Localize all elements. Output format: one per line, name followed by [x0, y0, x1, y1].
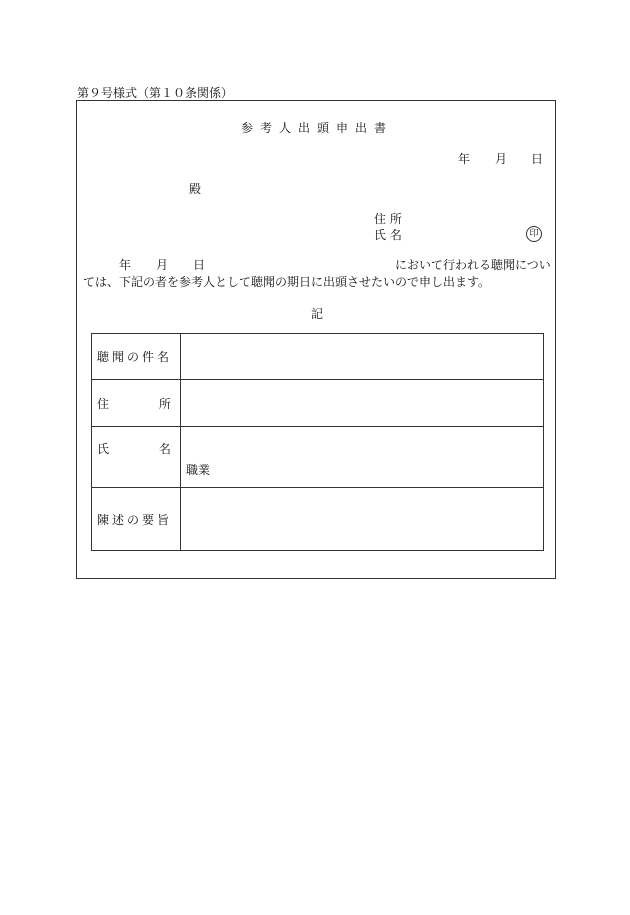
form-number-label: 第９号様式（第１０条関係） — [77, 86, 234, 100]
name-value[interactable] — [181, 427, 544, 488]
table-row — [92, 334, 544, 380]
body-text-line2: ては、下記の者を参考人として聴聞の期日に出頭させたいので申し出ます。 — [83, 275, 491, 289]
statement-summary-label: 陳述の要旨 — [92, 488, 181, 551]
date-year-label: 年 — [458, 152, 471, 166]
table-row — [92, 427, 544, 488]
details-table — [91, 333, 544, 551]
form-title: 参考人出頭申出書 — [240, 121, 393, 135]
body-text-line1: において行われる聴聞につい — [395, 258, 551, 272]
date-month-label: 月 — [495, 152, 508, 166]
hearing-case-label: 聴聞の件名 — [92, 334, 181, 380]
table-row — [92, 380, 544, 427]
name-label-a: 氏 — [97, 442, 113, 456]
hearing-case-value[interactable] — [181, 334, 544, 380]
statement-summary-value[interactable] — [181, 488, 544, 551]
address-value[interactable] — [181, 380, 544, 427]
hearing-date-day-label: 日 — [193, 258, 206, 272]
hearing-date-month-label: 月 — [156, 258, 169, 272]
applicant-name-label: 氏 名 — [374, 228, 402, 242]
addressee-honorific: 殿 — [189, 182, 202, 196]
occupation-label: 職業 — [186, 463, 211, 477]
applicant-address-label: 住 所 — [374, 212, 402, 226]
address-label-a: 住 — [97, 396, 113, 411]
name-label-b: 名 — [158, 442, 174, 456]
hearing-date-year-label: 年 — [119, 258, 132, 272]
notation-heading: 記 — [310, 307, 323, 321]
address-label — [92, 380, 181, 427]
address-label-b: 所 — [158, 396, 174, 411]
application-form-frame — [76, 100, 556, 579]
table-row — [92, 488, 544, 551]
name-label — [92, 427, 181, 488]
date-day-label: 日 — [531, 152, 544, 166]
seal-icon: 印 — [526, 226, 542, 242]
